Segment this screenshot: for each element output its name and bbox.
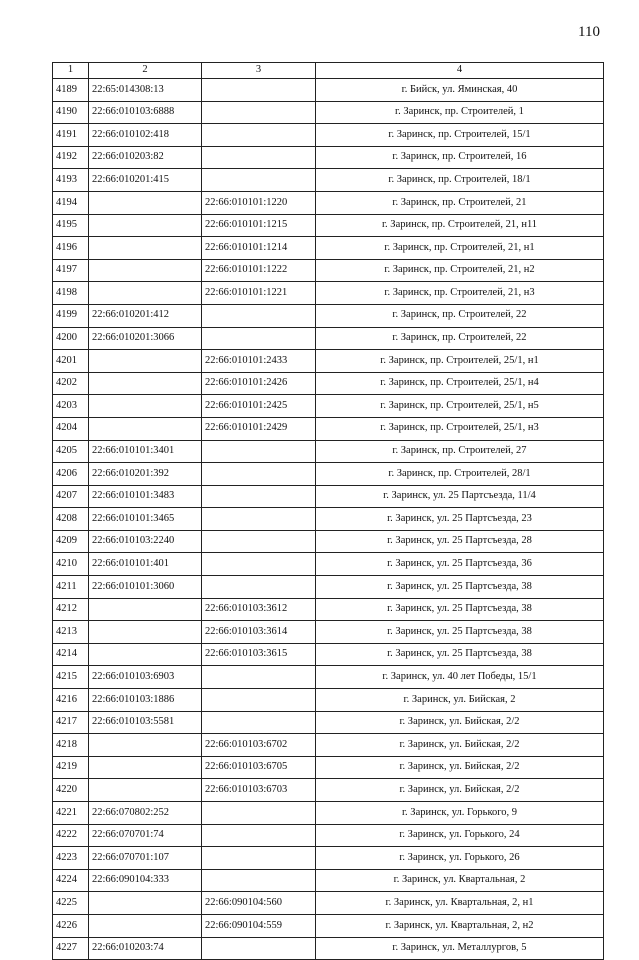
- land-cadastral-number: 22:66:010203:74: [89, 937, 202, 960]
- address: г. Заринск, ул. Квартальная, 2, н2: [316, 914, 604, 937]
- object-cadastral-number: [202, 530, 316, 553]
- object-cadastral-number: [202, 440, 316, 463]
- table-row: [53, 124, 604, 147]
- table-row: [53, 485, 604, 508]
- land-cadastral-number: [89, 779, 202, 802]
- object-cadastral-number: 22:66:010103:6703: [202, 779, 316, 802]
- address: г. Заринск, пр. Строителей, 16: [316, 146, 604, 169]
- address: г. Заринск, пр. Строителей, 21: [316, 191, 604, 214]
- table-row: [53, 553, 604, 576]
- table-row: [53, 191, 604, 214]
- address: г. Заринск, пр. Строителей, 28/1: [316, 463, 604, 486]
- address: г. Заринск, ул. Квартальная, 2: [316, 869, 604, 892]
- object-cadastral-number: [202, 847, 316, 870]
- row-number: 4223: [53, 847, 89, 870]
- object-cadastral-number: 22:66:010103:3615: [202, 643, 316, 666]
- table-row: [53, 237, 604, 260]
- row-number: 4215: [53, 666, 89, 689]
- table-row: [53, 802, 604, 825]
- row-number: 4203: [53, 395, 89, 418]
- land-cadastral-number: 22:66:010201:392: [89, 463, 202, 486]
- land-cadastral-number: 22:66:010103:2240: [89, 530, 202, 553]
- row-number: 4226: [53, 914, 89, 937]
- address: г. Заринск, ул. Бийская, 2/2: [316, 756, 604, 779]
- table-row: [53, 666, 604, 689]
- land-cadastral-number: 22:66:010101:401: [89, 553, 202, 576]
- row-number: 4214: [53, 643, 89, 666]
- object-cadastral-number: [202, 146, 316, 169]
- object-cadastral-number: [202, 463, 316, 486]
- object-cadastral-number: [202, 576, 316, 599]
- header-col-1: 1: [53, 63, 89, 79]
- row-number: 4201: [53, 350, 89, 373]
- table-row: [53, 372, 604, 395]
- land-cadastral-number: [89, 621, 202, 644]
- row-number: 4189: [53, 79, 89, 102]
- address: г. Заринск, ул. Квартальная, 2, н1: [316, 892, 604, 915]
- header-col-3: 3: [202, 63, 316, 79]
- row-number: 4192: [53, 146, 89, 169]
- row-number: 4220: [53, 779, 89, 802]
- table-row: [53, 508, 604, 531]
- row-number: 4209: [53, 530, 89, 553]
- object-cadastral-number: [202, 101, 316, 124]
- object-cadastral-number: [202, 169, 316, 192]
- table-row: [53, 734, 604, 757]
- land-cadastral-number: 22:66:010103:5581: [89, 711, 202, 734]
- land-cadastral-number: 22:66:010103:6888: [89, 101, 202, 124]
- row-number: 4191: [53, 124, 89, 147]
- land-cadastral-number: [89, 372, 202, 395]
- address: г. Заринск, пр. Строителей, 18/1: [316, 169, 604, 192]
- land-cadastral-number: 22:66:090104:333: [89, 869, 202, 892]
- object-cadastral-number: [202, 508, 316, 531]
- table-row: [53, 463, 604, 486]
- object-cadastral-number: [202, 689, 316, 712]
- row-number: 4210: [53, 553, 89, 576]
- object-cadastral-number: [202, 485, 316, 508]
- row-number: 4197: [53, 259, 89, 282]
- address: г. Заринск, ул. 25 Партсъезда, 11/4: [316, 485, 604, 508]
- property-register-table: [52, 62, 604, 960]
- object-cadastral-number: [202, 802, 316, 825]
- address: г. Заринск, пр. Строителей, 21, н1: [316, 237, 604, 260]
- row-number: 4202: [53, 372, 89, 395]
- land-cadastral-number: 22:66:010201:415: [89, 169, 202, 192]
- object-cadastral-number: [202, 553, 316, 576]
- object-cadastral-number: 22:66:010101:2425: [202, 395, 316, 418]
- address: г. Заринск, пр. Строителей, 25/1, н1: [316, 350, 604, 373]
- header-row: [53, 63, 604, 79]
- address: г. Заринск, ул. Горького, 9: [316, 802, 604, 825]
- header-col-4: 4: [316, 63, 604, 79]
- land-cadastral-number: [89, 237, 202, 260]
- land-cadastral-number: 22:66:070802:252: [89, 802, 202, 825]
- address: г. Заринск, ул. 25 Партсъезда, 38: [316, 621, 604, 644]
- table-body: [53, 79, 604, 960]
- land-cadastral-number: 22:66:010201:3066: [89, 327, 202, 350]
- row-number: 4222: [53, 824, 89, 847]
- address: г. Заринск, ул. 25 Партсъезда, 28: [316, 530, 604, 553]
- land-cadastral-number: 22:65:014308:13: [89, 79, 202, 102]
- address: г. Заринск, пр. Строителей, 22: [316, 327, 604, 350]
- row-number: 4206: [53, 463, 89, 486]
- land-cadastral-number: 22:66:010103:1886: [89, 689, 202, 712]
- table-row: [53, 530, 604, 553]
- land-cadastral-number: [89, 417, 202, 440]
- land-cadastral-number: [89, 282, 202, 305]
- table-row: [53, 598, 604, 621]
- land-cadastral-number: [89, 734, 202, 757]
- row-number: 4225: [53, 892, 89, 915]
- address: г. Заринск, пр. Строителей, 25/1, н5: [316, 395, 604, 418]
- address: г. Заринск, ул. Бийская, 2/2: [316, 779, 604, 802]
- row-number: 4211: [53, 576, 89, 599]
- address: г. Бийск, ул. Яминская, 40: [316, 79, 604, 102]
- address: г. Заринск, пр. Строителей, 25/1, н4: [316, 372, 604, 395]
- table-row: [53, 914, 604, 937]
- land-cadastral-number: [89, 756, 202, 779]
- table-row: [53, 621, 604, 644]
- land-cadastral-number: 22:66:010203:82: [89, 146, 202, 169]
- page-number: 110: [578, 24, 600, 40]
- land-cadastral-number: [89, 214, 202, 237]
- land-cadastral-number: [89, 598, 202, 621]
- object-cadastral-number: 22:66:010101:2426: [202, 372, 316, 395]
- table-row: [53, 937, 604, 960]
- table-row: [53, 101, 604, 124]
- object-cadastral-number: [202, 711, 316, 734]
- address: г. Заринск, ул. 25 Партсъезда, 38: [316, 598, 604, 621]
- address: г. Заринск, ул. Бийская, 2/2: [316, 734, 604, 757]
- row-number: 4208: [53, 508, 89, 531]
- address: г. Заринск, ул. 25 Партсъезда, 36: [316, 553, 604, 576]
- table-row: [53, 869, 604, 892]
- row-number: 4194: [53, 191, 89, 214]
- row-number: 4219: [53, 756, 89, 779]
- table-row: [53, 282, 604, 305]
- land-cadastral-number: 22:66:010103:6903: [89, 666, 202, 689]
- land-cadastral-number: [89, 643, 202, 666]
- object-cadastral-number: 22:66:010101:1214: [202, 237, 316, 260]
- row-number: 4200: [53, 327, 89, 350]
- address: г. Заринск, ул. 40 лет Победы, 15/1: [316, 666, 604, 689]
- object-cadastral-number: 22:66:090104:559: [202, 914, 316, 937]
- land-cadastral-number: 22:66:010101:3465: [89, 508, 202, 531]
- table-row: [53, 847, 604, 870]
- object-cadastral-number: 22:66:010103:3612: [202, 598, 316, 621]
- table-row: [53, 350, 604, 373]
- object-cadastral-number: 22:66:010101:1215: [202, 214, 316, 237]
- address: г. Заринск, ул. Бийская, 2: [316, 689, 604, 712]
- address: г. Заринск, ул. 25 Партсъезда, 38: [316, 576, 604, 599]
- object-cadastral-number: [202, 666, 316, 689]
- address: г. Заринск, ул. Горького, 26: [316, 847, 604, 870]
- object-cadastral-number: [202, 327, 316, 350]
- table-row: [53, 892, 604, 915]
- row-number: 4193: [53, 169, 89, 192]
- address: г. Заринск, ул. Бийская, 2/2: [316, 711, 604, 734]
- land-cadastral-number: [89, 914, 202, 937]
- object-cadastral-number: 22:66:010103:6702: [202, 734, 316, 757]
- address: г. Заринск, пр. Строителей, 27: [316, 440, 604, 463]
- row-number: 4205: [53, 440, 89, 463]
- row-number: 4196: [53, 237, 89, 260]
- land-cadastral-number: 22:66:010101:3060: [89, 576, 202, 599]
- row-number: 4204: [53, 417, 89, 440]
- table-row: [53, 779, 604, 802]
- table-row: [53, 304, 604, 327]
- table-row: [53, 689, 604, 712]
- row-number: 4227: [53, 937, 89, 960]
- land-cadastral-number: [89, 395, 202, 418]
- row-number: 4212: [53, 598, 89, 621]
- object-cadastral-number: [202, 869, 316, 892]
- row-number: 4213: [53, 621, 89, 644]
- table-row: [53, 756, 604, 779]
- object-cadastral-number: 22:66:010101:2433: [202, 350, 316, 373]
- row-number: 4216: [53, 689, 89, 712]
- table-row: [53, 440, 604, 463]
- table-row: [53, 711, 604, 734]
- land-cadastral-number: 22:66:010201:412: [89, 304, 202, 327]
- object-cadastral-number: [202, 124, 316, 147]
- address: г. Заринск, пр. Строителей, 25/1, н3: [316, 417, 604, 440]
- row-number: 4224: [53, 869, 89, 892]
- row-number: 4199: [53, 304, 89, 327]
- table-row: [53, 395, 604, 418]
- table-row: [53, 146, 604, 169]
- land-cadastral-number: 22:66:070701:74: [89, 824, 202, 847]
- object-cadastral-number: [202, 824, 316, 847]
- address: г. Заринск, пр. Строителей, 22: [316, 304, 604, 327]
- land-cadastral-number: 22:66:070701:107: [89, 847, 202, 870]
- table-row: [53, 79, 604, 102]
- table-row: [53, 576, 604, 599]
- header-col-2: 2: [89, 63, 202, 79]
- table-row: [53, 214, 604, 237]
- object-cadastral-number: 22:66:010101:1222: [202, 259, 316, 282]
- table-row: [53, 417, 604, 440]
- row-number: 4207: [53, 485, 89, 508]
- object-cadastral-number: 22:66:010103:6705: [202, 756, 316, 779]
- object-cadastral-number: 22:66:010103:3614: [202, 621, 316, 644]
- address: г. Заринск, пр. Строителей, 21, н2: [316, 259, 604, 282]
- table-header: [53, 63, 604, 79]
- land-cadastral-number: 22:66:010102:418: [89, 124, 202, 147]
- land-cadastral-number: [89, 191, 202, 214]
- land-cadastral-number: 22:66:010101:3401: [89, 440, 202, 463]
- row-number: 4221: [53, 802, 89, 825]
- land-cadastral-number: [89, 892, 202, 915]
- land-cadastral-number: [89, 350, 202, 373]
- address: г. Заринск, ул. 25 Партсъезда, 23: [316, 508, 604, 531]
- land-cadastral-number: [89, 259, 202, 282]
- row-number: 4190: [53, 101, 89, 124]
- object-cadastral-number: 22:66:010101:1221: [202, 282, 316, 305]
- address: г. Заринск, ул. Металлургов, 5: [316, 937, 604, 960]
- table-row: [53, 824, 604, 847]
- address: г. Заринск, ул. Горького, 24: [316, 824, 604, 847]
- address: г. Заринск, ул. 25 Партсъезда, 38: [316, 643, 604, 666]
- row-number: 4218: [53, 734, 89, 757]
- table-row: [53, 327, 604, 350]
- table-row: [53, 169, 604, 192]
- address: г. Заринск, пр. Строителей, 1: [316, 101, 604, 124]
- row-number: 4198: [53, 282, 89, 305]
- address: г. Заринск, пр. Строителей, 15/1: [316, 124, 604, 147]
- land-cadastral-number: 22:66:010101:3483: [89, 485, 202, 508]
- address: г. Заринск, пр. Строителей, 21, н3: [316, 282, 604, 305]
- table-row: [53, 643, 604, 666]
- row-number: 4195: [53, 214, 89, 237]
- object-cadastral-number: [202, 937, 316, 960]
- object-cadastral-number: 22:66:010101:1220: [202, 191, 316, 214]
- object-cadastral-number: [202, 79, 316, 102]
- object-cadastral-number: 22:66:010101:2429: [202, 417, 316, 440]
- object-cadastral-number: [202, 304, 316, 327]
- object-cadastral-number: 22:66:090104:560: [202, 892, 316, 915]
- row-number: 4217: [53, 711, 89, 734]
- address: г. Заринск, пр. Строителей, 21, н11: [316, 214, 604, 237]
- table-row: [53, 259, 604, 282]
